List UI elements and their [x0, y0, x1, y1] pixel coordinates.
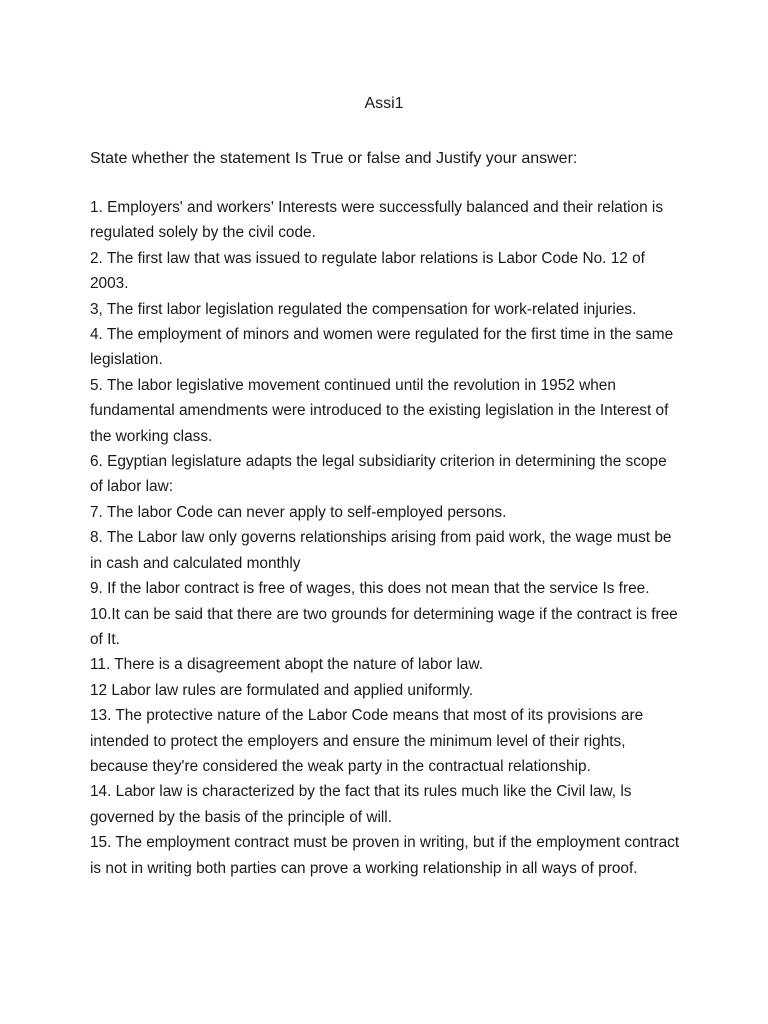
- question-item: 4. The employment of minors and women were regulated for the first time in the same legislation.: [90, 326, 674, 369]
- question-item: 7. The labor Code can never apply to self-employed persons.: [90, 503, 507, 521]
- question-item: 14. Labor law is characterized by the fact that its rules much like the Civil law, ls governed by the basis of the principle of will.: [90, 783, 632, 826]
- question-item: 9. If the labor contract is free of wages, this does not mean that the service Is free.: [90, 580, 650, 598]
- question-item: 6. Egyptian legislature adapts the legal subsidiarity criterion in determining the scope of labor law:: [90, 453, 667, 496]
- question-item: 13. The protective nature of the Labor Code means that most of its provisions are intended to protect the employers and ensure the minimum level of their rights, because they're considered the weak party in the contractual relationship.: [90, 707, 644, 775]
- question-item: 15. The employment contract must be proven in writing, but if the employment contract is not in writing both parties can prove a working relationship in all ways of proof.: [90, 834, 680, 877]
- question-item: 2. The first law that was issued to regulate labor relations is Labor Code No. 12 of 2003.: [90, 249, 645, 293]
- question-item: 3, The first labor legislation regulated the compensation for work-related injuries.: [90, 300, 637, 318]
- question-item: 8. The Labor law only governs relationships arising from paid work, the wage must be in cash and calculated monthly: [90, 529, 672, 572]
- instruction-text: State whether the statement Is True or false and Justify your answer:: [90, 150, 578, 167]
- question-item: 5. The labor legislative movement continued until the revolution in 1952 when fundamental amendments were introduced to the existing legislation in the Interest of the working class.: [90, 376, 669, 445]
- document-title: Assi1: [364, 95, 404, 112]
- question-item: 1. Employers' and workers' Interests were successfully balanced and their relation is regulated solely by the civil code.: [90, 199, 664, 242]
- question-item: 12 Labor law rules are formulated and applied uniformly.: [90, 681, 473, 699]
- question-item: 11. There is a disagreement abopt the nature of labor law.: [90, 656, 483, 674]
- question-list: [90, 195, 682, 881]
- question-item: 10.It can be said that there are two grounds for determining wage if the contract is free of It.: [90, 605, 678, 648]
